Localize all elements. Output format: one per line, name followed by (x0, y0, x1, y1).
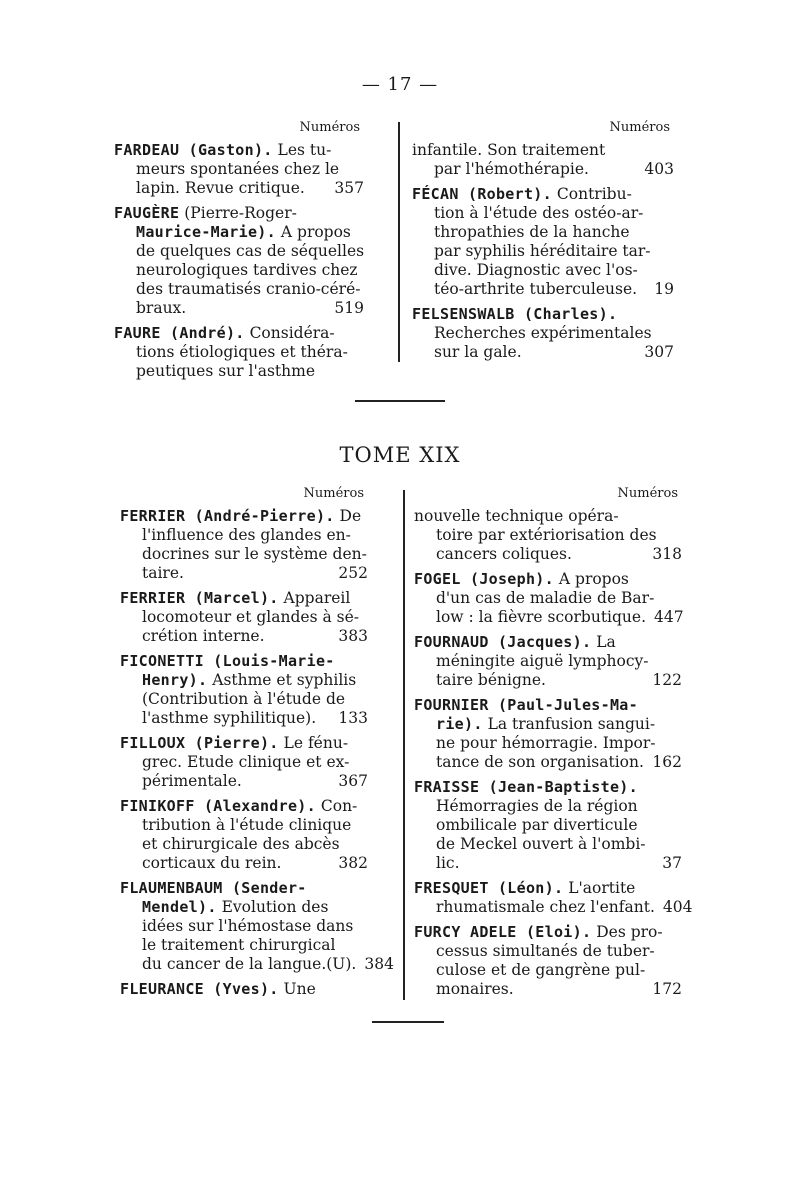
entry-line (120, 652, 368, 671)
index-entry (414, 633, 682, 690)
entry-line (414, 526, 682, 545)
index-entry (120, 507, 368, 583)
author-name: FAUGÈRE (114, 204, 180, 222)
index-entry (120, 652, 368, 728)
index-entry (414, 696, 682, 772)
entry-line (120, 690, 368, 709)
entry-text (436, 898, 655, 917)
entry-text (120, 507, 361, 526)
entry-description: A propos (275, 223, 351, 241)
entry-description: ombilicale par diverticule (436, 816, 638, 834)
entry-description: toire par extériorisation des (436, 526, 657, 544)
entry-text (136, 280, 361, 299)
entry-line (120, 564, 368, 583)
author-name: FILLOUX (Pierre). (120, 734, 279, 752)
entry-text (434, 223, 630, 242)
entry-text (436, 526, 657, 545)
author-name: FRESQUET (Léon). (414, 879, 564, 897)
entry-text (142, 955, 356, 974)
index-entry (120, 589, 368, 646)
entry-line (414, 797, 682, 816)
entry-description: tribution à l'étude clinique (142, 816, 352, 834)
entry-description: Considéra- (244, 324, 335, 342)
entry-description: du cancer de la langue.(U). (142, 955, 357, 973)
entry-text (136, 223, 351, 242)
entry-text (414, 923, 663, 942)
entry-description: De (334, 507, 362, 525)
entry-number: 519 (334, 299, 364, 317)
entry-text (434, 280, 637, 299)
entry-text (142, 709, 316, 728)
entry-description: (Pierre-Roger- (179, 204, 297, 222)
entry-text (136, 343, 348, 362)
entry-description: méningite aiguë lymphocy- (436, 652, 649, 670)
entry-text (114, 204, 297, 223)
entry-text (434, 204, 643, 223)
tome-title: TOME XIX (339, 443, 461, 467)
entry-text (436, 715, 655, 734)
entry-text (436, 942, 655, 961)
entry-text (414, 778, 638, 797)
entry-description: cancers coliques. (436, 545, 572, 563)
entry-text (120, 980, 316, 999)
entry-line (120, 955, 394, 974)
entry-text (412, 305, 617, 324)
entry-description: locomoteur et glandes à sé- (142, 608, 359, 626)
author-name: FARDEAU (Gaston). (114, 141, 273, 159)
author-name: FOGEL (Joseph). (414, 570, 554, 588)
author-name: FAURE (André). (114, 324, 245, 342)
entry-line (414, 961, 682, 980)
entry-line (412, 242, 674, 261)
author-name: FRAISSE (Jean-Baptiste). (414, 778, 638, 796)
entry-line (414, 671, 682, 690)
index-entry (120, 797, 368, 873)
entry-number: 404 (662, 898, 693, 916)
entry-line (414, 507, 682, 526)
entry-description: thropathies de la hanche (434, 223, 630, 241)
entry-line (412, 280, 674, 299)
entry-line (120, 980, 368, 999)
entry-text (136, 299, 186, 318)
entry-text (436, 671, 546, 690)
entry-line (114, 223, 364, 242)
index-entry (120, 980, 368, 999)
index-entry (114, 324, 364, 381)
column-header: Numéros (617, 486, 678, 501)
entry-description: par l'hémothérapie. (434, 160, 589, 178)
entry-description: Evolution des (216, 898, 329, 916)
index-entry (412, 141, 674, 179)
entry-line (114, 280, 364, 299)
entry-number: 367 (338, 772, 368, 790)
entry-number: 37 (662, 854, 682, 872)
entry-line (412, 223, 674, 242)
entry-description: Hémorragies de la région (436, 797, 638, 815)
entry-text (136, 179, 305, 198)
entry-text (436, 753, 644, 772)
top-right-column (412, 118, 674, 368)
entry-description: braux. (136, 299, 187, 317)
entry-description: La (591, 633, 616, 651)
entry-text (114, 141, 331, 160)
entry-description: de quelques cas de séquelles (136, 242, 365, 260)
entry-description: l'influence des glandes en- (142, 526, 351, 544)
entry-text (142, 690, 345, 709)
author-name: Mendel). (142, 898, 217, 916)
entry-text (120, 652, 335, 671)
bottom-column-divider (403, 490, 405, 1000)
entry-line (120, 627, 368, 646)
entry-number: 403 (644, 160, 674, 178)
entry-number: 19 (654, 280, 674, 298)
entry-line (120, 671, 368, 690)
entry-text (136, 160, 339, 179)
index-entry (114, 141, 364, 198)
entry-text (136, 242, 364, 261)
entry-line (414, 816, 682, 835)
entry-line (120, 608, 368, 627)
entry-text (414, 507, 619, 526)
author-name: FELSENSWALB (Charles). (412, 305, 618, 323)
entry-description: et chirurgicale des abcès (142, 835, 340, 853)
entry-description: idées sur l'hémostase dans (142, 917, 354, 935)
entry-number: 307 (644, 343, 674, 361)
entry-description: La tranfusion sangui- (482, 715, 656, 733)
entry-description: lapin. Revue critique. (136, 179, 305, 197)
entry-text (142, 854, 281, 873)
entry-line (120, 898, 368, 917)
entry-text (436, 652, 649, 671)
index-entry (414, 507, 682, 564)
entry-line (120, 772, 368, 791)
entry-number: 383 (338, 627, 368, 645)
entry-description: Une (278, 980, 316, 998)
entry-line (114, 299, 364, 318)
index-entry (412, 185, 674, 299)
entry-line (414, 854, 682, 873)
entry-description: Le fénu- (278, 734, 349, 752)
entry-number: 382 (338, 854, 368, 872)
entry-description: monaires. (436, 980, 514, 998)
entry-text (142, 671, 356, 690)
entry-text (142, 564, 184, 583)
entry-description: dive. Diagnostic avec l'os- (434, 261, 638, 279)
entry-description: des traumatisés cranio-céré- (136, 280, 361, 298)
entry-line (120, 816, 368, 835)
entry-line (114, 343, 364, 362)
entry-description: tion à l'étude des ostéo-ar- (434, 204, 644, 222)
entry-description: téo-arthrite tuberculeuse. (434, 280, 638, 298)
entry-description: corticaux du rein. (142, 854, 282, 872)
entry-text (414, 696, 638, 715)
entry-text (436, 961, 645, 980)
entry-text (142, 526, 351, 545)
entry-number: 447 (654, 608, 684, 626)
entry-line (414, 589, 682, 608)
entry-line (414, 715, 682, 734)
entry-text (436, 589, 654, 608)
entry-line (414, 734, 682, 753)
entry-line (412, 324, 674, 343)
entry-line (414, 980, 682, 999)
entry-text (142, 627, 265, 646)
entry-text (412, 141, 605, 160)
entry-line (120, 854, 368, 873)
entry-line (414, 633, 682, 652)
entry-description: Asthme et syphilis (207, 671, 357, 689)
entry-text (142, 835, 340, 854)
entry-line (414, 570, 682, 589)
entry-text (142, 936, 336, 955)
entry-line (414, 835, 682, 854)
entry-line (414, 778, 682, 797)
entry-description: Contribu- (551, 185, 632, 203)
entry-text (142, 772, 242, 791)
entry-description: l'asthme syphilitique). (142, 709, 317, 727)
index-entry (120, 734, 368, 791)
entry-description: Appareil (278, 589, 351, 607)
index-entry (414, 923, 682, 999)
author-name: FERRIER (André-Pierre). (120, 507, 335, 525)
entry-line (114, 179, 364, 198)
entry-text (120, 589, 350, 608)
entry-text (120, 734, 348, 753)
entry-line (114, 204, 364, 223)
entry-line (414, 652, 682, 671)
author-name: FLEURANCE (Yves). (120, 980, 279, 998)
entry-description: de Meckel ouvert à l'ombi- (436, 835, 646, 853)
entry-number: 162 (652, 753, 682, 771)
entry-description: Recherches expérimentales (434, 324, 652, 342)
entry-text (142, 816, 351, 835)
entry-line (412, 185, 674, 204)
page-number: — 17 — (361, 74, 439, 95)
entry-text (120, 879, 307, 898)
entry-line (414, 608, 682, 627)
entry-line (120, 545, 368, 564)
author-name: Maurice-Marie). (136, 223, 276, 241)
entry-text (436, 980, 514, 999)
column-header: Numéros (299, 120, 360, 135)
entry-number: 172 (652, 980, 682, 998)
entry-line (412, 160, 674, 179)
entry-description: tions étiologiques et théra- (136, 343, 348, 361)
entry-description: docrines sur le système den- (142, 545, 367, 563)
entry-number: 318 (652, 545, 682, 563)
column-header: Numéros (609, 120, 670, 135)
entry-line (120, 835, 368, 854)
entry-line (412, 343, 674, 362)
entry-description: ne pour hémorragie. Impor- (436, 734, 656, 752)
index-entry (414, 570, 682, 627)
entry-description: taire. (142, 564, 184, 582)
entry-text (142, 898, 328, 917)
entry-line (120, 936, 368, 955)
entry-number: 122 (652, 671, 682, 689)
author-name: FINIKOFF (Alexandre). (120, 797, 316, 815)
entry-description: lic. (436, 854, 460, 872)
entry-description: peutiques sur l'asthme (136, 362, 315, 380)
author-name: FURCY ADELE (Eloi). (414, 923, 592, 941)
entry-text (436, 816, 638, 835)
entry-line (412, 261, 674, 280)
entry-description: cessus simultanés de tuber- (436, 942, 655, 960)
entry-description: Les tu- (272, 141, 332, 159)
entry-line (120, 507, 368, 526)
author-name: FOURNAUD (Jacques). (414, 633, 592, 651)
entry-description: périmentale. (142, 772, 242, 790)
entry-number: 384 (364, 955, 394, 973)
entry-line (114, 141, 364, 160)
entry-description: tance de son organisation. (436, 753, 644, 771)
entry-text (436, 545, 572, 564)
entry-description: le traitement chirurgical (142, 936, 336, 954)
entry-text (434, 261, 638, 280)
index-entry (114, 204, 364, 318)
entry-line (114, 261, 364, 280)
entry-text (414, 633, 616, 652)
section-separator (355, 400, 445, 402)
top-column-divider (398, 122, 400, 362)
entry-text (136, 362, 315, 381)
entry-text (436, 854, 460, 873)
entry-description: infantile. Son traitement (412, 141, 606, 159)
entry-description: low : la fièvre scorbutique. (436, 608, 647, 626)
entry-text (414, 879, 635, 898)
entry-description: taire bénigne. (436, 671, 546, 689)
entry-line (120, 526, 368, 545)
index-entry (414, 879, 693, 917)
entry-text (414, 570, 629, 589)
entry-text (136, 261, 358, 280)
entry-number: 133 (338, 709, 368, 727)
entry-line (414, 545, 682, 564)
entry-description: meurs spontanées chez le (136, 160, 340, 178)
entry-description: grec. Etude clinique et ex- (142, 753, 350, 771)
entry-text (436, 835, 646, 854)
entry-text (434, 324, 652, 343)
author-name: rie). (436, 715, 483, 733)
entry-line (120, 753, 368, 772)
entry-text (434, 160, 589, 179)
entry-line (120, 709, 368, 728)
bottom-left-column (120, 484, 394, 1005)
entry-description: Con- (315, 797, 358, 815)
author-name: FICONETTI (Louis-Marie- (120, 652, 335, 670)
entry-text (114, 324, 335, 343)
entry-line (114, 242, 364, 261)
bottom-right-column (414, 484, 693, 1005)
entry-line (114, 160, 364, 179)
entry-description: rhumatismale chez l'enfant. (436, 898, 655, 916)
entry-description: (Contribution à l'étude de (142, 690, 346, 708)
entry-number: 252 (338, 564, 368, 582)
entry-line (414, 923, 682, 942)
entry-text (434, 343, 522, 362)
entry-text (434, 242, 651, 261)
entry-line (120, 589, 368, 608)
entry-text (436, 797, 638, 816)
index-entry (412, 305, 674, 362)
author-name: FOURNIER (Paul-Jules-Ma- (414, 696, 638, 714)
author-name: FÉCAN (Robert). (412, 185, 552, 203)
entry-description: d'un cas de maladie de Bar- (436, 589, 655, 607)
index-entry (414, 778, 682, 873)
entry-text (142, 917, 353, 936)
index-entry (120, 879, 394, 974)
entry-line (414, 898, 693, 917)
entry-line (120, 797, 368, 816)
entry-text (142, 545, 367, 564)
entry-description: par syphilis héréditaire tar- (434, 242, 651, 260)
entry-line (120, 917, 368, 936)
author-name: FLAUMENBAUM (Sender- (120, 879, 307, 897)
entry-number: 357 (334, 179, 364, 197)
entry-description: Des pro- (591, 923, 663, 941)
entry-text (120, 797, 357, 816)
entry-description: crétion interne. (142, 627, 265, 645)
entry-text (412, 185, 632, 204)
entry-description: L'aortite (563, 879, 636, 897)
entry-description: neurologiques tardives chez (136, 261, 358, 279)
entry-line (414, 696, 682, 715)
entry-line (120, 879, 368, 898)
column-header: Numéros (303, 486, 364, 501)
top-left-column (114, 118, 364, 387)
entry-description: A propos (553, 570, 629, 588)
author-name: FERRIER (Marcel). (120, 589, 279, 607)
entry-line (114, 362, 364, 381)
entry-line (414, 942, 682, 961)
entry-line (114, 324, 364, 343)
entry-line (412, 204, 674, 223)
entry-line (412, 305, 674, 324)
entry-description: culose et de gangrène pul- (436, 961, 646, 979)
entry-line (414, 879, 682, 898)
entry-text (436, 608, 646, 627)
entry-text (436, 734, 656, 753)
end-rule (372, 1021, 444, 1023)
entry-line (414, 753, 682, 772)
entry-text (142, 753, 349, 772)
entry-text (142, 608, 359, 627)
entry-description: nouvelle technique opéra- (414, 507, 619, 525)
author-name: Henry). (142, 671, 208, 689)
entry-description: sur la gale. (434, 343, 522, 361)
entry-line (412, 141, 674, 160)
entry-line (120, 734, 368, 753)
